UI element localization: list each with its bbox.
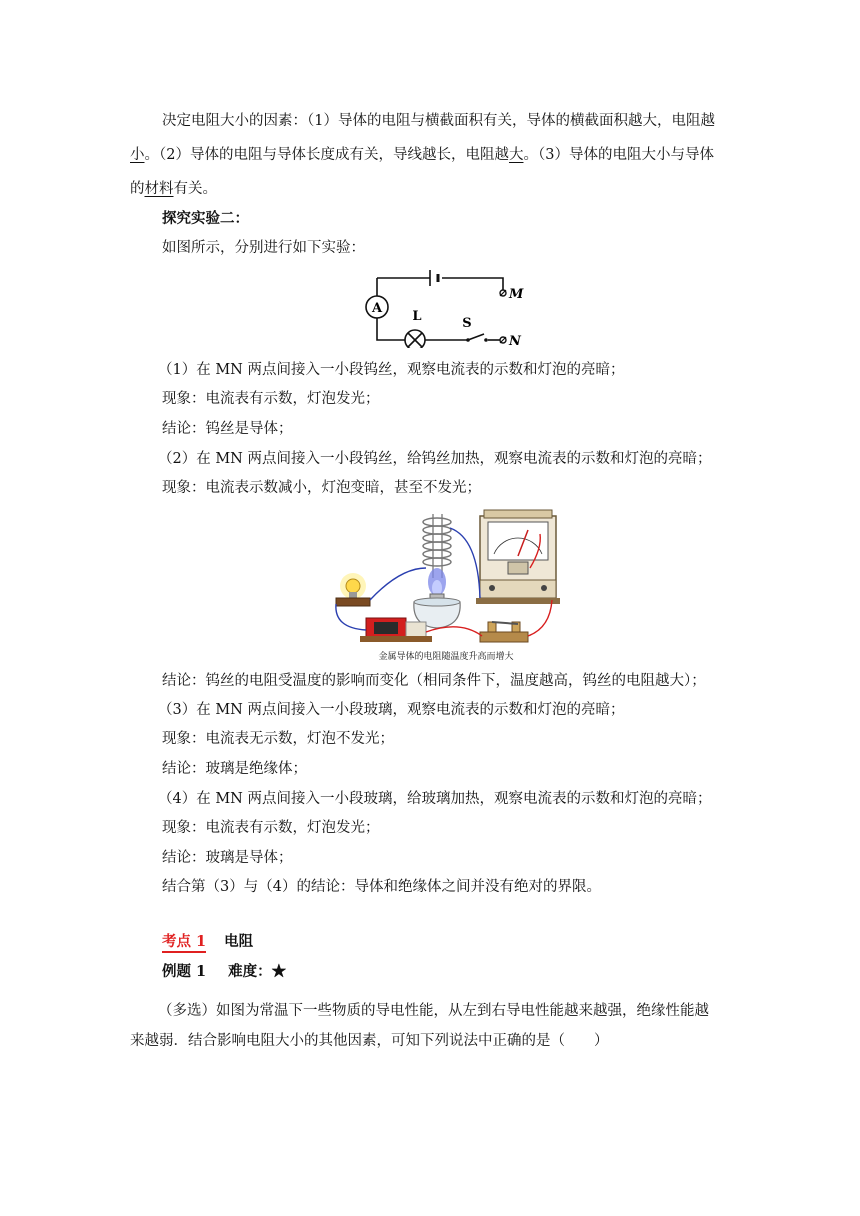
lamp-symbol	[405, 309, 425, 348]
section-heading: 探究实验二：	[162, 210, 249, 227]
intro-line-3	[130, 179, 217, 199]
exp2-step: （2）在 MN 两点间接入一小段钨丝，给钨丝加热，观察电流表的示数和灯泡的亮暗；	[158, 451, 712, 467]
example-heading	[162, 962, 286, 982]
exp4-step: （4）在 MN 两点间接入一小段玻璃，给玻璃加热，观察电流表的示数和灯泡的亮暗；	[158, 791, 712, 807]
intro-line-3-tail: 有关。	[173, 181, 217, 197]
answer-large: 大	[508, 147, 524, 163]
terminal-n	[500, 334, 522, 348]
tungsten-coil	[423, 514, 451, 596]
question-line-1: （多选）如图为常温下一些物质的导电性能，从左到右导电性能越来越强，绝缘性能越	[158, 1003, 709, 1019]
section-intro: 如图所示，分别进行如下实验：	[162, 240, 365, 256]
ammeter-label: A	[371, 301, 383, 316]
question-line-2: 来越弱．结合影响电阻大小的其他因素，可知下列说法中正确的是（ ）	[130, 1033, 609, 1049]
kaodian-label: 考点 1	[162, 933, 206, 953]
example-label: 例题 1	[162, 963, 207, 980]
difficulty-label: 难度：★	[228, 963, 287, 980]
circuit-diagram	[355, 264, 535, 348]
exp1-step: （1）在 MN 两点间接入一小段钨丝，观察电流表的示数和灯泡的亮暗；	[158, 362, 625, 378]
apparatus-illustration	[330, 508, 562, 664]
exp1-phenomenon: 现象：电流表有示数，灯泡发光；	[162, 391, 380, 407]
answer-small: 小	[130, 147, 145, 163]
lamp-label: L	[412, 309, 422, 324]
ammeter-meter	[476, 510, 560, 604]
exp3-step: （3）在 MN 两点间接入一小段玻璃，观察电流表的示数和灯泡的亮暗；	[158, 702, 625, 718]
answer-material: 材料	[144, 181, 174, 197]
intro-line-3-lead: 的	[130, 181, 145, 197]
exp4-conclusion: 结论：玻璃是导体；	[162, 850, 293, 866]
switch-label: S	[462, 316, 472, 331]
intro-line-2	[130, 145, 714, 165]
exp3-conclusion: 结论：玻璃是绝缘体；	[162, 761, 307, 777]
knife-switch	[480, 622, 528, 642]
ammeter-symbol	[366, 296, 388, 318]
summary-line: 结合第（3）与（4）的结论：导体和绝缘体之间并没有绝对的界限。	[162, 879, 601, 895]
intro-line-2-text: 。（2）导体的电阻与导体长度成有关，导线越长，电阻越	[144, 147, 509, 163]
intro-line-1: 决定电阻大小的因素：（1）导体的电阻与横截面积有关，导体的横截面积越大，电阻越	[162, 113, 715, 129]
terminal-m-label: M	[509, 287, 524, 302]
intro-line-2-tail: 。（3）导体的电阻大小与导体	[523, 147, 714, 163]
exp4-phenomenon: 现象：电流表有示数，灯泡发光；	[162, 820, 380, 836]
exp2-phenomenon: 现象：电流表示数减小，灯泡变暗，甚至不发光；	[162, 480, 481, 496]
battery-box	[360, 618, 432, 642]
photo-caption: 金属导体的电阻随温度升高而增大	[378, 652, 514, 662]
exp3-phenomenon: 现象：电流表无示数，灯泡不发光；	[162, 731, 394, 747]
exp2-conclusion: 结论：钨丝的电阻受温度的影响而变化（相同条件下，温度越高，钨丝的电阻越大）；	[162, 673, 706, 689]
terminal-n-label: N	[509, 334, 521, 348]
kaodian-title: 电阻	[224, 933, 254, 950]
kaodian-heading	[162, 932, 253, 952]
exp1-conclusion: 结论：钨丝是导体；	[162, 421, 293, 437]
light-bulb	[336, 573, 370, 606]
